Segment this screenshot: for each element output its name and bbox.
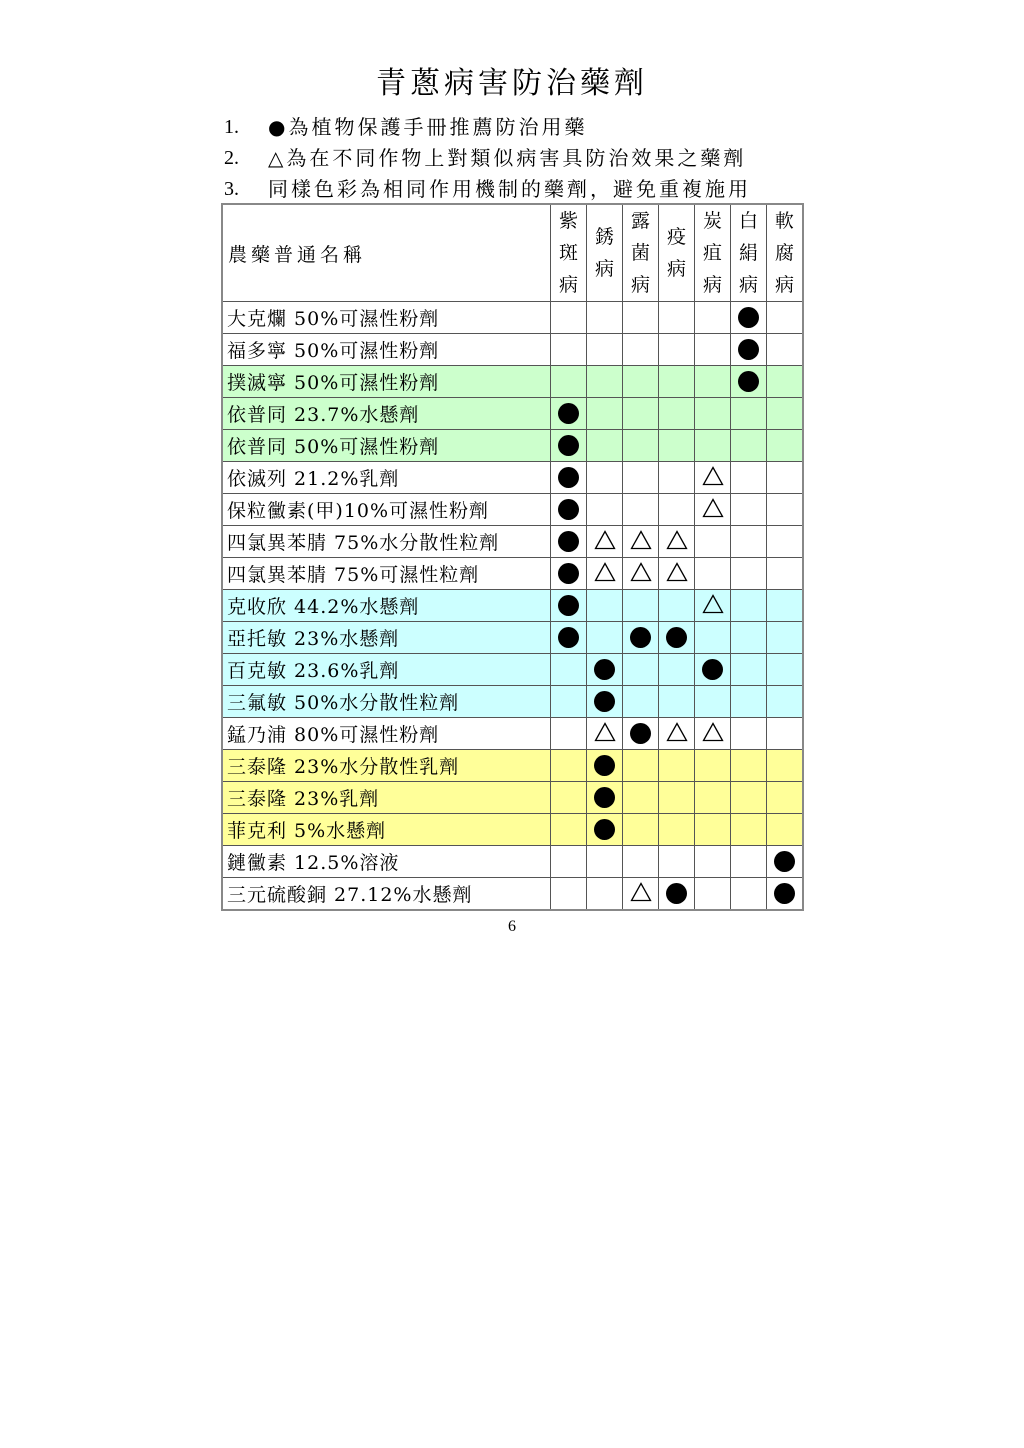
mark-cell	[551, 750, 587, 782]
mark-cell	[587, 878, 623, 911]
mark-cell	[731, 718, 767, 750]
triangle-outline-icon	[702, 466, 724, 490]
mark-cell	[623, 846, 659, 878]
mark-cell	[623, 750, 659, 782]
mark-cell	[695, 462, 731, 494]
mark-cell	[695, 590, 731, 622]
mark-cell	[587, 462, 623, 494]
filled-circle-icon	[666, 883, 687, 904]
mark-cell	[695, 782, 731, 814]
mark-cell	[695, 846, 731, 878]
mark-cell	[767, 558, 804, 590]
mark-cell	[731, 750, 767, 782]
pesticide-name: 四氯異苯腈 75%可濕性粒劑	[222, 558, 551, 590]
mark-cell	[623, 494, 659, 526]
mark-cell	[767, 494, 804, 526]
mark-cell	[551, 782, 587, 814]
mark-cell	[551, 654, 587, 686]
filled-circle-icon	[738, 307, 759, 328]
mark-cell	[587, 494, 623, 526]
disease-label-char: 病	[558, 274, 578, 296]
table-row	[222, 782, 803, 814]
disease-label-char: 白	[738, 210, 758, 232]
note-number: 3.	[224, 178, 239, 200]
triangle-outline-icon	[702, 498, 724, 522]
triangle-outline-icon	[630, 562, 652, 586]
mark-cell	[551, 590, 587, 622]
mark-cell	[767, 462, 804, 494]
table-row	[222, 558, 803, 590]
table-row	[222, 526, 803, 558]
mark-cell	[695, 526, 731, 558]
mark-cell	[623, 462, 659, 494]
mark-cell	[731, 590, 767, 622]
pesticide-name: 依普同 23.7%水懸劑	[222, 398, 551, 430]
mark-cell	[731, 878, 767, 911]
disease-label-char: 銹	[594, 226, 614, 248]
note-text: 同樣色彩為相同作用機制的藥劑，避免重複施用	[268, 177, 751, 201]
mark-cell	[731, 398, 767, 430]
mark-cell	[767, 878, 804, 911]
mark-cell	[659, 590, 695, 622]
mark-cell	[623, 686, 659, 718]
mark-cell	[551, 846, 587, 878]
mark-cell	[551, 366, 587, 398]
mark-cell	[623, 590, 659, 622]
disease-label-char: 絹	[738, 242, 758, 264]
disease-column-header	[659, 204, 695, 302]
mark-cell	[731, 814, 767, 846]
mark-cell	[731, 302, 767, 334]
disease-label-char: 軟	[774, 210, 794, 232]
pesticide-name: 依滅列 21.2%乳劑	[222, 462, 551, 494]
mark-cell	[695, 366, 731, 398]
mark-cell	[587, 814, 623, 846]
filled-circle-icon	[702, 659, 723, 680]
filled-circle-icon	[558, 467, 579, 488]
note-item	[224, 143, 751, 174]
mark-cell	[551, 622, 587, 654]
mark-cell	[623, 878, 659, 911]
mark-cell	[659, 526, 695, 558]
mark-cell	[659, 878, 695, 911]
mark-cell	[551, 302, 587, 334]
pesticide-name: 菲克利 5%水懸劑	[222, 814, 551, 846]
table-row	[222, 686, 803, 718]
pesticide-table	[221, 203, 804, 911]
mark-cell	[551, 878, 587, 911]
mark-cell	[623, 718, 659, 750]
triangle-outline-icon	[666, 562, 688, 586]
mark-cell	[623, 622, 659, 654]
mark-cell	[623, 558, 659, 590]
mark-cell	[767, 430, 804, 462]
mark-cell	[587, 302, 623, 334]
disease-label-char: 病	[738, 274, 758, 296]
mark-cell	[659, 622, 695, 654]
mark-cell	[767, 302, 804, 334]
mark-cell	[623, 430, 659, 462]
mark-cell	[695, 398, 731, 430]
page-title: 青蔥病害防治藥劑	[376, 66, 648, 101]
mark-cell	[659, 558, 695, 590]
mark-cell	[695, 814, 731, 846]
notes-list	[224, 112, 751, 205]
pesticide-name: 鏈黴素 12.5%溶液	[222, 846, 551, 878]
mark-cell	[695, 750, 731, 782]
disease-column-header	[695, 204, 731, 302]
mark-cell	[623, 398, 659, 430]
pesticide-name: 依普同 50%可濕性粉劑	[222, 430, 551, 462]
mark-cell	[695, 494, 731, 526]
table-header-row	[222, 204, 803, 302]
mark-cell	[587, 782, 623, 814]
mark-cell	[659, 846, 695, 878]
mark-cell	[587, 334, 623, 366]
mark-cell	[767, 334, 804, 366]
disease-label-char: 炭	[702, 210, 722, 232]
page-number: 6	[508, 918, 516, 935]
disease-label-char: 病	[594, 258, 614, 280]
disease-label-char: 疫	[666, 226, 686, 248]
mark-cell	[731, 558, 767, 590]
triangle-outline-icon	[666, 722, 688, 746]
mark-cell	[659, 494, 695, 526]
mark-cell	[551, 558, 587, 590]
pesticide-name: 克收欣 44.2%水懸劑	[222, 590, 551, 622]
filled-circle-icon	[558, 531, 579, 552]
mark-cell	[695, 302, 731, 334]
mark-cell	[659, 654, 695, 686]
mark-cell	[767, 526, 804, 558]
triangle-outline-icon	[594, 562, 616, 586]
disease-label-char: 紫	[558, 210, 578, 232]
mark-cell	[551, 430, 587, 462]
mark-cell	[587, 718, 623, 750]
table-row	[222, 654, 803, 686]
pesticide-name: 三泰隆 23%乳劑	[222, 782, 551, 814]
mark-cell	[623, 366, 659, 398]
mark-cell	[659, 366, 695, 398]
mark-cell	[551, 398, 587, 430]
table-row	[222, 398, 803, 430]
mark-cell	[659, 398, 695, 430]
mark-cell	[695, 558, 731, 590]
triangle-outline-icon	[702, 594, 724, 618]
mark-cell	[659, 334, 695, 366]
disease-label-char: 腐	[774, 242, 794, 264]
disease-label-char: 病	[666, 258, 686, 280]
mark-cell	[587, 622, 623, 654]
filled-circle-icon	[594, 819, 615, 840]
filled-circle-icon	[558, 499, 579, 520]
note-number: 2.	[224, 147, 239, 169]
mark-cell	[731, 526, 767, 558]
note-text: △為在不同作物上對類似病害具防治效果之藥劑	[268, 146, 747, 170]
note-item	[224, 112, 751, 143]
mark-cell	[587, 366, 623, 398]
mark-cell	[587, 846, 623, 878]
disease-column-header	[551, 204, 587, 302]
disease-column-header	[731, 204, 767, 302]
filled-circle-icon	[630, 723, 651, 744]
table-row	[222, 494, 803, 526]
mark-cell	[659, 782, 695, 814]
mark-cell	[731, 462, 767, 494]
disease-label-char: 菌	[630, 242, 650, 264]
filled-circle-icon	[738, 371, 759, 392]
mark-cell	[587, 686, 623, 718]
name-column-header: 農藥普通名稱	[222, 204, 551, 302]
mark-cell	[767, 654, 804, 686]
mark-cell	[659, 750, 695, 782]
mark-cell	[587, 430, 623, 462]
mark-cell	[767, 814, 804, 846]
triangle-outline-icon	[666, 530, 688, 554]
pesticide-name: 錳乃浦 80%可濕性粉劑	[222, 718, 551, 750]
mark-cell	[731, 782, 767, 814]
pesticide-name: 大克爛 50%可濕性粉劑	[222, 302, 551, 334]
mark-cell	[587, 558, 623, 590]
triangle-outline-icon	[630, 882, 652, 906]
mark-cell	[623, 526, 659, 558]
table-row	[222, 366, 803, 398]
table-row	[222, 590, 803, 622]
mark-cell	[731, 430, 767, 462]
mark-cell	[767, 718, 804, 750]
mark-cell	[731, 654, 767, 686]
mark-cell	[731, 622, 767, 654]
mark-cell	[695, 622, 731, 654]
mark-cell	[767, 846, 804, 878]
filled-circle-icon	[558, 563, 579, 584]
disease-label-char: 斑	[558, 242, 578, 264]
mark-cell	[623, 302, 659, 334]
disease-label-char: 病	[702, 274, 722, 296]
mark-cell	[551, 686, 587, 718]
mark-cell	[587, 526, 623, 558]
note-text: ●為植物保護手冊推薦防治用藥	[268, 115, 588, 139]
triangle-outline-icon	[594, 722, 616, 746]
mark-cell	[587, 590, 623, 622]
mark-cell	[659, 814, 695, 846]
pesticide-name: 福多寧 50%可濕性粉劑	[222, 334, 551, 366]
mark-cell	[695, 878, 731, 911]
filled-circle-icon	[630, 627, 651, 648]
mark-cell	[659, 430, 695, 462]
pesticide-name: 百克敏 23.6%乳劑	[222, 654, 551, 686]
filled-circle-icon	[558, 403, 579, 424]
mark-cell	[623, 654, 659, 686]
filled-circle-icon	[558, 627, 579, 648]
pesticide-name: 四氯異苯腈 75%水分散性粒劑	[222, 526, 551, 558]
table-row	[222, 622, 803, 654]
mark-cell	[659, 462, 695, 494]
table-row	[222, 430, 803, 462]
filled-circle-icon	[558, 595, 579, 616]
pesticide-name: 三元硫酸銅 27.12%水懸劑	[222, 878, 551, 911]
mark-cell	[659, 686, 695, 718]
filled-circle-icon	[666, 627, 687, 648]
disease-label-char: 病	[630, 274, 650, 296]
mark-cell	[767, 622, 804, 654]
triangle-outline-icon	[594, 530, 616, 554]
mark-cell	[587, 654, 623, 686]
disease-column-header	[587, 204, 623, 302]
mark-cell	[551, 718, 587, 750]
mark-cell	[695, 430, 731, 462]
mark-cell	[767, 398, 804, 430]
table-row	[222, 846, 803, 878]
table-row	[222, 334, 803, 366]
pesticide-name: 亞托敏 23%水懸劑	[222, 622, 551, 654]
disease-column-header	[767, 204, 804, 302]
mark-cell	[767, 750, 804, 782]
mark-cell	[551, 462, 587, 494]
mark-cell	[731, 686, 767, 718]
pesticide-name: 保粒黴素(甲)10%可濕性粉劑	[222, 494, 551, 526]
disease-column-header	[623, 204, 659, 302]
filled-circle-icon	[558, 435, 579, 456]
note-item	[224, 174, 751, 205]
pesticide-name: 撲滅寧 50%可濕性粉劑	[222, 366, 551, 398]
table-row	[222, 878, 803, 911]
mark-cell	[659, 302, 695, 334]
mark-cell	[623, 814, 659, 846]
mark-cell	[695, 686, 731, 718]
mark-cell	[587, 398, 623, 430]
mark-cell	[551, 494, 587, 526]
disease-label-char: 疽	[702, 242, 722, 264]
mark-cell	[695, 654, 731, 686]
filled-circle-icon	[594, 691, 615, 712]
pesticide-name: 三泰隆 23%水分散性乳劑	[222, 750, 551, 782]
mark-cell	[767, 686, 804, 718]
filled-circle-icon	[594, 755, 615, 776]
table-row	[222, 750, 803, 782]
filled-circle-icon	[774, 851, 795, 872]
pesticide-name: 三氟敏 50%水分散性粒劑	[222, 686, 551, 718]
filled-circle-icon	[594, 787, 615, 808]
note-number: 1.	[224, 116, 239, 138]
mark-cell	[731, 366, 767, 398]
mark-cell	[731, 334, 767, 366]
mark-cell	[551, 526, 587, 558]
mark-cell	[695, 334, 731, 366]
mark-cell	[695, 718, 731, 750]
mark-cell	[767, 366, 804, 398]
table-row	[222, 814, 803, 846]
table-row	[222, 462, 803, 494]
mark-cell	[551, 814, 587, 846]
triangle-outline-icon	[630, 530, 652, 554]
disease-label-char: 露	[630, 210, 650, 232]
mark-cell	[731, 846, 767, 878]
mark-cell	[623, 334, 659, 366]
table-row	[222, 302, 803, 334]
mark-cell	[623, 782, 659, 814]
mark-cell	[587, 750, 623, 782]
mark-cell	[659, 718, 695, 750]
table-row	[222, 718, 803, 750]
disease-label-char: 病	[774, 274, 794, 296]
filled-circle-icon	[738, 339, 759, 360]
mark-cell	[731, 494, 767, 526]
mark-cell	[767, 782, 804, 814]
filled-circle-icon	[594, 659, 615, 680]
filled-circle-icon	[774, 883, 795, 904]
mark-cell	[767, 590, 804, 622]
mark-cell	[551, 334, 587, 366]
triangle-outline-icon	[702, 722, 724, 746]
